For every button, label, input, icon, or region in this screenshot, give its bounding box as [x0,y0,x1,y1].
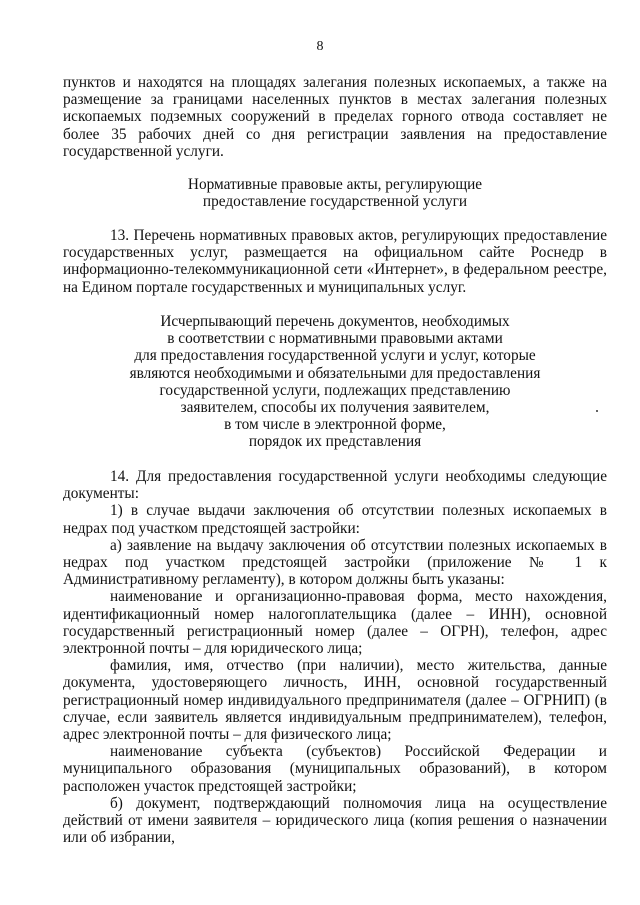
heading-line: заявителем, способы их получения заявителем, [180,399,490,417]
heading-line: для предоставления государственной услуги и услуг, которые [134,347,536,365]
scan-speck [596,410,598,412]
paragraph-13-text: 13. Перечень нормативных правовых актов, регулирующих предоставление государственных услуг, размещается на официальном сайте Роснедр в информационно-телекоммуникационной сети «Интернет», в федеральном реестре, на Едином портале государственных и муниципальных услуг. [63,227,607,296]
paragraph-14-text: 14. Для предоставления государственной услуги необходимы следующие документы: [63,468,607,503]
subitem-legal-entity: наименование и организационно-правовая форма, место нахождения, идентификационный номер налогоплательщика (далее – ИНН), основной государственный регистрационный номер (далее – ОГРН), телефон, адрес электронной почты – для юридического лица; [63,588,607,658]
heading-documents-list [63,313,607,451]
intro-text: пунктов и находятся на площадях залегания полезных ископаемых, а также на размещение за границами населенных пунктов в местах залегания полезных ископаемых подземных сооружений в пределах горного отвода составляет не более 35 рабочих дней со дня регистрации заявления на предоставление государственной услуги. [63,74,607,160]
heading-line: в соответствии с нормативными правовыми актами [167,330,503,348]
subitem-subject: наименование субъекта (субъектов) Российской Федерации и муниципального образования (муниципальных образований), в котором расположен участок предстоящей застройки; [63,743,607,795]
heading-line: предоставление государственной услуги [202,193,468,211]
item-b: б) документ, подтверждающий полномочия лица на осуществление действий от имени заявителя – юридического лица (копия решения о назначении или об избрании, [63,794,607,847]
heading-line: Исчерпывающий перечень документов, необходимых [160,313,510,330]
paragraph-14-block [63,468,607,846]
heading-line: являются необходимыми и обязательными для предоставления [129,364,541,382]
heading-line: в том числе в электронной форме, [224,416,446,434]
page-number: 8 [316,39,324,54]
heading-normative-acts [63,176,607,210]
item-a: а) заявление на выдачу заключения об отсутствии полезных ископаемых в недрах под участком предстоящей застройки (приложение № 1 к Административному регламенту), в котором должны быть указаны: [63,536,607,589]
heading-line: Нормативные правовые акты, регулирующие [187,176,483,193]
heading-line: государственной услуги, подлежащих представлению [159,381,511,399]
item-1: 1) в случае выдачи заключения об отсутствии полезных ископаемых в недрах под участком предстоящей застройки: [63,502,607,537]
heading-line: порядок их представления [248,433,422,451]
paragraph-13 [63,227,607,296]
subitem-individual: фамилия, имя, отчество (при наличии), место жительства, данные документа, удостоверяющего личность, ИНН, основной государственный регистрационный номер индивидуального предпринимателя (далее – ОГРНИП) (в случае, если заявитель является индивидуальным предпринимателем), телефон, адрес электронной почты – для физического лица; [63,657,607,744]
intro-paragraph [63,74,607,160]
